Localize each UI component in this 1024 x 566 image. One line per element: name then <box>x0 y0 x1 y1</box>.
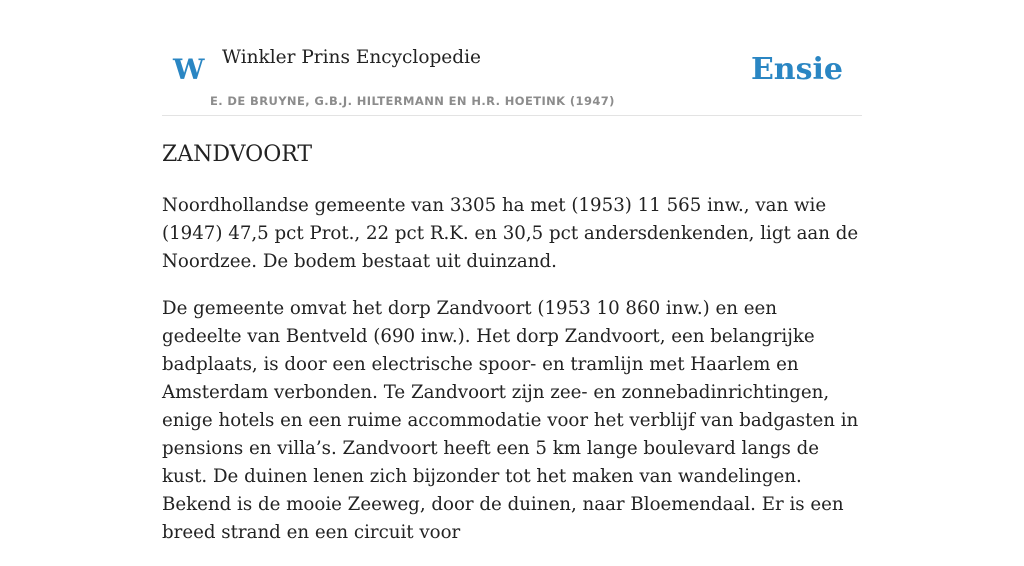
publication-header <box>162 0 862 116</box>
content-container <box>162 0 862 543</box>
paragraph: De gemeente omvat het dorp Zandvoort (1953 10 860 inw.) en een gedeelte van Bentveld (690 inw.). Het dorp Zandvoort, een belangrijke badplaats, is door een electrische spoor- en tramlijn met Haarlem en Amsterdam verbonden. Te Zandvoort zijn zee- en zonnebadinrichtingen, enige hotels en een ruime accommodatie voor het verblijf van badgasten in pensions en villa’s. Zandvoort heeft een 5 km lange boulevard langs de kust. De duinen lenen zich bijzonder tot het maken van wandelingen. Bekend is de mooie Zeeweg, door de duinen, naar Bloemendaal. Er is een breed strand en een circuit voor <box>162 298 859 543</box>
paragraph: Noordhollandse gemeente van 3305 ha met (1953) 11 565 inw., van wie (1947) 47,5 pct Prot., 22 pct R.K. en 30,5 pct andersdenkenden, ligt aan de Noordzee. De bodem bestaat uit duinzand. <box>162 195 859 272</box>
entry-article <box>162 192 862 566</box>
entry-title: ZANDVOORT <box>162 142 313 167</box>
winkler-prins-logo-icon[interactable]: W <box>173 53 205 86</box>
publication-title[interactable]: Winkler Prins Encyclopedie <box>222 47 481 68</box>
publication-authors: E. DE BRUYNE, G.B.J. HILTERMANN EN H.R. HOETINK (1947) <box>210 94 615 108</box>
ensie-logo[interactable]: Ensie <box>750 52 843 87</box>
